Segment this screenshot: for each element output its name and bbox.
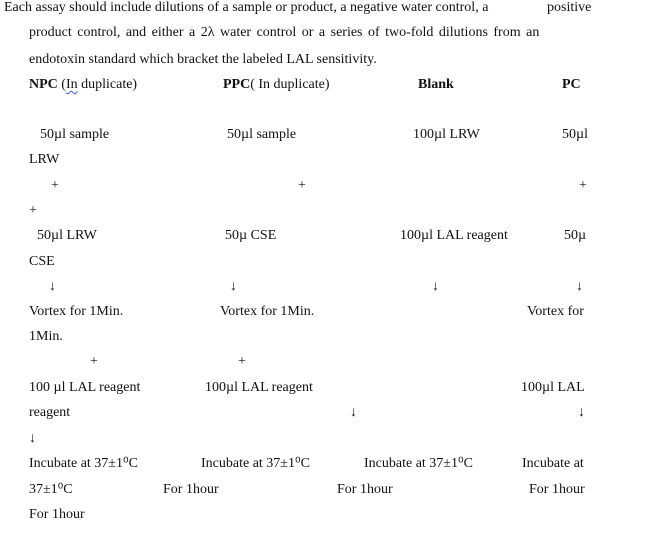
ppc-duration: For 1hour bbox=[163, 482, 219, 497]
header-npc-paren: ( bbox=[57, 77, 66, 92]
pc-vortex-wrap: 1Min. bbox=[29, 329, 63, 344]
npc-lal: 100 µl LAL reagent bbox=[29, 380, 141, 395]
intro-line-1: Each assay should include dilutions of a sample or product, a negative water control, a bbox=[4, 0, 489, 15]
npc-duration: For 1hour bbox=[29, 507, 85, 522]
intro-line-3: endotoxin standard which bracket the labeled LAL sensitivity. bbox=[29, 52, 377, 67]
intro-line-1-end: positive bbox=[547, 0, 592, 15]
header-npc-label: NPC bbox=[29, 77, 58, 92]
pc-vortex: Vortex for bbox=[527, 304, 584, 319]
npc-vortex: Vortex for 1Min. bbox=[29, 304, 124, 319]
header-pc: PC bbox=[562, 77, 581, 92]
ppc-plus: + bbox=[298, 178, 306, 193]
blank-lrw: 100µl LRW bbox=[413, 127, 480, 142]
npc-lrw: 50µl LRW bbox=[37, 228, 97, 243]
npc-arrow-icon-2: ↓ bbox=[29, 431, 36, 446]
pc-lal: 100µl LAL bbox=[521, 380, 585, 395]
blank-lal: 100µl LAL reagent bbox=[400, 228, 508, 243]
blank-arrow-icon-2: ↓ bbox=[350, 405, 357, 420]
npc-sample: 50µl sample bbox=[40, 127, 110, 142]
pc-incubate: Incubate at bbox=[522, 456, 584, 471]
wrapped-plus: + bbox=[29, 203, 37, 218]
ppc-arrow-icon: ↓ bbox=[230, 279, 237, 294]
pc-lrw-wrap: LRW bbox=[29, 152, 60, 167]
ppc-cse: 50µ CSE bbox=[225, 228, 277, 243]
pc-arrow-icon: ↓ bbox=[576, 279, 583, 294]
pc-lal-wrap: reagent bbox=[29, 405, 71, 420]
header-ppc-qualifier: ( In duplicate) bbox=[250, 77, 330, 92]
blank-incubate: Incubate at 37±1⁰C bbox=[364, 456, 473, 471]
blank-arrow-icon: ↓ bbox=[432, 279, 439, 294]
pc-arrow-icon-2: ↓ bbox=[578, 405, 585, 420]
header-blank: Blank bbox=[418, 77, 454, 92]
ppc-lal: 100µl LAL reagent bbox=[205, 380, 313, 395]
ppc-plus-2: + bbox=[238, 354, 246, 369]
spellcheck-word: In bbox=[65, 77, 78, 92]
header-ppc-label: PPC bbox=[223, 77, 251, 92]
intro-line-2: product control, and either a 2λ water control or a series of two-fold dilutions from an bbox=[29, 25, 540, 40]
ppc-incubate: Incubate at 37±1⁰C bbox=[201, 456, 310, 471]
header-npc bbox=[29, 77, 137, 93]
ppc-vortex: Vortex for 1Min. bbox=[220, 304, 315, 319]
pc-cse-wrap: CSE bbox=[29, 254, 55, 269]
pc-incubate-wrap: 37±1⁰C bbox=[29, 482, 73, 497]
blank-duration: For 1hour bbox=[337, 482, 393, 497]
npc-plus: + bbox=[51, 178, 59, 193]
header-npc-qualifier: duplicate) bbox=[77, 77, 138, 92]
npc-arrow-icon: ↓ bbox=[49, 279, 56, 294]
ppc-sample: 50µl sample bbox=[227, 127, 297, 142]
npc-plus-2: + bbox=[90, 354, 98, 369]
npc-incubate: Incubate at 37±1⁰C bbox=[29, 456, 138, 471]
header-ppc bbox=[223, 77, 330, 93]
pc-50u: 50µ bbox=[564, 228, 587, 243]
pc-duration: For 1hour bbox=[529, 482, 585, 497]
pc-50ul: 50µl bbox=[562, 127, 588, 142]
pc-plus: + bbox=[579, 178, 587, 193]
